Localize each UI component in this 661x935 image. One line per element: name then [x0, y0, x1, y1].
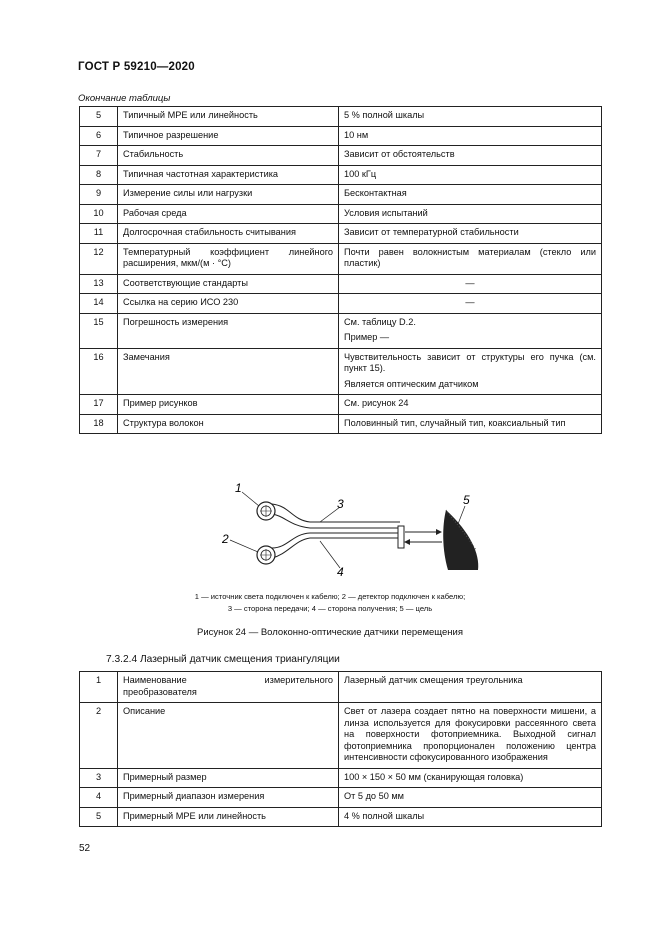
row-number: 5 [80, 107, 118, 127]
property-value [339, 313, 602, 348]
page-number: 52 [79, 843, 91, 854]
laser-sensor-table [79, 671, 602, 827]
value-paragraph: Пример — [344, 332, 390, 342]
row-number: 13 [80, 274, 118, 294]
table-row [80, 313, 602, 348]
property-name: Стабильность [118, 146, 339, 166]
property-value [339, 243, 602, 274]
table-row [80, 126, 602, 146]
row-number: 2 [80, 703, 118, 769]
table-row [80, 672, 602, 703]
table-row [80, 348, 602, 395]
property-value [339, 788, 602, 808]
value-paragraph: 100 кГц [344, 168, 377, 179]
row-number: 7 [80, 146, 118, 166]
value-paragraph: Половинный тип, случайный тип, коаксиальный тип [344, 417, 566, 428]
table-row [80, 107, 602, 127]
table-row [80, 807, 602, 827]
property-name: Примерный MPE или линейность [118, 807, 339, 827]
property-value [339, 274, 602, 294]
property-name: Измерение силы или нагрузки [118, 185, 339, 205]
table-row [80, 768, 602, 788]
property-name: Наименование измерительного преобразователя [118, 672, 339, 703]
row-number: 17 [80, 395, 118, 415]
row-number: 1 [80, 672, 118, 703]
property-value [339, 294, 602, 314]
value-paragraph: 10 нм [344, 129, 369, 140]
figure-label-4: 4 [337, 565, 344, 579]
property-name: Описание [118, 703, 339, 769]
table-row [80, 243, 602, 274]
probe-head [398, 526, 404, 548]
table-row [80, 185, 602, 205]
property-value [339, 768, 602, 788]
property-value [339, 672, 602, 703]
sensor-properties-table [79, 106, 602, 434]
figure-caption: Рисунок 24 — Волоконно-оптические датчики перемещения [197, 627, 463, 638]
property-value [339, 204, 602, 224]
figure-label-5: 5 [463, 493, 470, 507]
value-paragraph: От 5 до 50 мм [344, 791, 404, 801]
table-row [80, 204, 602, 224]
value-paragraph: Свет от лазера создает пятно на поверхности мишени, а линза используется для фокусировки рассеянного света на поверхности фотоприемника. Выходной сигнал фотоприемника пропорционален положению центра интенсивности сфокусированного изображения [344, 706, 596, 762]
receiving-fiber-edge [272, 533, 400, 548]
property-name: Замечания [118, 348, 339, 395]
target-surface [443, 510, 478, 570]
row-number: 8 [80, 165, 118, 185]
property-name: Долгосрочная стабильность считывания [118, 224, 339, 244]
row-number: 3 [80, 768, 118, 788]
row-number: 15 [80, 313, 118, 348]
property-name: Рабочая среда [118, 204, 339, 224]
value-paragraph: Бесконтактная [344, 188, 407, 198]
property-value [339, 414, 602, 434]
property-value [339, 185, 602, 205]
row-number: 14 [80, 294, 118, 314]
figure-label-3: 3 [337, 497, 344, 511]
property-value [339, 126, 602, 146]
receiving-fiber [272, 538, 400, 558]
value-paragraph: 5 % полной шкалы [344, 110, 425, 120]
table-row [80, 788, 602, 808]
property-value [339, 395, 602, 415]
value-paragraph: См. таблицу D.2. [344, 316, 416, 327]
value-paragraph: Зависит от обстоятельств [344, 149, 455, 159]
value-paragraph: — [465, 297, 475, 307]
property-name: Пример рисунков [118, 395, 339, 415]
property-name: Примерный размер [118, 768, 339, 788]
figure-label-1: 1 [235, 481, 242, 495]
property-name: Типичное разрешение [118, 126, 339, 146]
property-value [339, 703, 602, 769]
row-number: 6 [80, 126, 118, 146]
section-heading: 7.3.2.4 Лазерный датчик смещения триангуляции [106, 654, 340, 665]
value-paragraph: 100 × 150 × 50 мм (сканирующая головка) [344, 771, 524, 782]
property-value [339, 165, 602, 185]
table-row [80, 703, 602, 769]
value-paragraph: Зависит от температурной стабильности [344, 227, 519, 237]
table-row [80, 395, 602, 415]
figure-legend-line-1: 1 — источник света подключен к кабелю; 2 — детектор подключен к кабелю; [194, 592, 466, 601]
row-number: 12 [80, 243, 118, 274]
value-paragraph: Чувствительность зависит от структуры его пучка (см. пункт 15). [344, 351, 596, 373]
value-paragraph: Является оптическим датчиком [344, 378, 479, 389]
table-row [80, 224, 602, 244]
row-number: 10 [80, 204, 118, 224]
property-name: Ссылка на серию ИСО 230 [118, 294, 339, 314]
figure-legend-line-2: 3 — сторона передачи; 4 — сторона получения; 5 — цель [227, 604, 433, 613]
table-row [80, 165, 602, 185]
property-name: Соответствующие стандарты [118, 274, 339, 294]
property-value [339, 107, 602, 127]
transmission-fiber-edge [272, 504, 400, 522]
table-continuation-caption: Окончание таблицы [78, 93, 171, 104]
row-number: 16 [80, 348, 118, 395]
row-number: 9 [80, 185, 118, 205]
property-name: Погрешность измерения [118, 313, 339, 348]
value-paragraph: Условия испытаний [344, 207, 428, 218]
row-number: 5 [80, 807, 118, 827]
value-paragraph: — [465, 277, 475, 288]
document-header: ГОСТ Р 59210—2020 [78, 61, 195, 73]
table-row [80, 274, 602, 294]
fiber-optic-sensor-figure [180, 476, 500, 586]
figure-label-2: 2 [222, 532, 229, 546]
property-name: Типичный MPE или линейность [118, 107, 339, 127]
table-row [80, 414, 602, 434]
table-row [80, 294, 602, 314]
table-row [80, 146, 602, 166]
transmission-fiber [272, 514, 400, 528]
property-name: Структура волокон [118, 414, 339, 434]
property-name: Типичная частотная характеристика [118, 165, 339, 185]
property-name: Температурный коэффициент линейного расширения, мкм/(м · °C) [118, 243, 339, 274]
row-number: 11 [80, 224, 118, 244]
value-paragraph: Почти равен волокнистым материалам (стекло или пластик) [344, 246, 596, 268]
property-value [339, 224, 602, 244]
property-name: Примерный диапазон измерения [118, 788, 339, 808]
value-paragraph: 4 % полной шкалы [344, 810, 425, 821]
property-value [339, 348, 602, 395]
property-value [339, 146, 602, 166]
row-number: 4 [80, 788, 118, 808]
row-number: 18 [80, 414, 118, 434]
value-paragraph: Лазерный датчик смещения треугольника [344, 675, 523, 685]
value-paragraph: См. рисунок 24 [344, 398, 409, 408]
property-value [339, 807, 602, 827]
